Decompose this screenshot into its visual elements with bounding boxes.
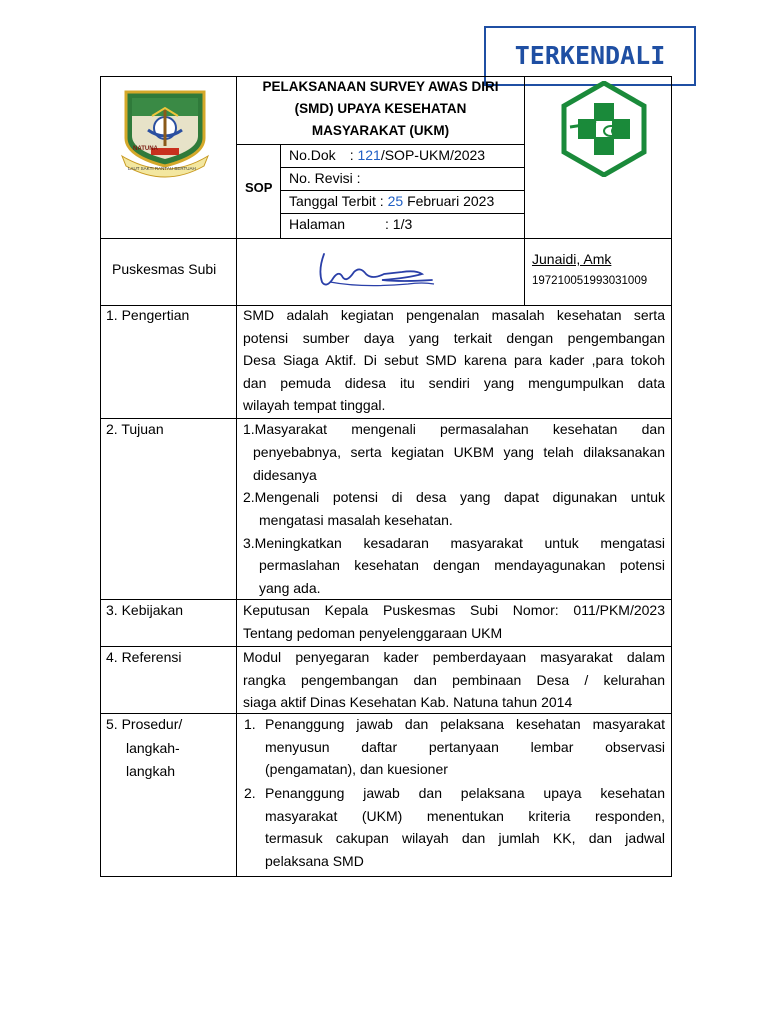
tujuan-line: mengatasi masalah kesehatan. [259,512,453,528]
kebijakan-label: 3. Kebijakan [106,602,184,618]
signer-nip: 197210051993031009 [532,275,648,287]
emblem-motto-text: LAUT SAKTI RANTAU BERTUAH [128,166,196,171]
tanggal-terbit-row [289,190,494,213]
prosedur-item-2-text [265,782,665,872]
referensi-label: 4. Referensi [106,649,182,665]
tujuan-item-2-rest [259,509,665,532]
terbit-label: Tanggal Terbit : [289,193,384,209]
pengertian-text [243,304,665,417]
prosedur-item-2-number: 2. [244,785,256,801]
tujuan-item-2-first [243,486,665,509]
pengertian-line: SMD adalah kegiatan pengenalan masalah kesehatan serta [243,307,665,323]
tujuan-line: permaslahan kesehatan dengan mendayagunakan potensi [259,557,665,573]
halaman-row [289,213,412,236]
referensi-line: siaga aktif Dinas Kesehatan Kab. Natuna tahun 2014 [243,694,573,710]
title-line-3: MASYARAKAT (UKM) [311,123,450,138]
tujuan-line: 3.Meningkatkan kesadaran masyarakat untuk mengatasi [243,535,665,551]
document-title [237,76,524,142]
tujuan-line: 2.Mengenali potensi di desa yang dapat digunakan untuk [243,489,665,505]
prosedur-line: termasuk cakupan wilayah dan jumlah KK, dan jadwal [265,830,665,846]
prosedur-line: (pengamatan), dan kuesioner [265,761,448,777]
pengertian-label: 1. Pengertian [106,307,190,323]
tujuan-line: penyebabnya, serta kegiatan UKBM yang telah dilaksanakan [253,444,665,460]
tujuan-item-3-rest [259,554,665,599]
kebijakan-line: Tentang pedoman penyelenggaraan UKM [243,624,503,641]
puskesmas-name: Puskesmas Subi [112,261,217,277]
prosedur-item-1-text [265,713,665,781]
terbit-day: 25 [387,193,404,209]
tujuan-label: 2. Tujuan [106,421,164,437]
no-dok-label: No.Dok [289,147,336,163]
stamp-text: TERKENDALI [514,41,666,70]
prosedur-line: menyusun daftar pertanyaan lembar observasi [265,738,665,755]
referensi-line: rangka pengembangan dan pembinaan Desa / kelurahan [243,671,665,688]
signer-name: Junaidi, Amk [532,251,612,267]
tujuan-line: 1.Masyarakat mengenali permasalahan kesehatan dan [243,421,665,437]
prosedur-label-3: langkah [126,763,176,779]
prosedur-line: masyarakat (UKM) menentukan kriteria responden, [265,807,665,824]
prosedur-item-1-number: 1. [244,716,256,732]
pengertian-line: wilayah tempat tinggal. [243,397,386,413]
tujuan-line: didesanya [253,466,317,483]
pengertian-line: Desa Siaga Aktif. Di sebut SMD karena para kader ,para tokoh [243,352,665,368]
puskesmas-logo [556,81,652,177]
kebijakan-text [243,599,665,644]
prosedur-label-2: langkah- [126,740,180,756]
terbit-rest: Februari 2023 [407,193,495,209]
title-line-2: (SMD) UPAYA KESEHATAN [294,101,467,116]
tujuan-item-1-first [243,418,665,441]
tujuan-item-3-first [243,532,665,555]
no-dok-suffix: /SOP-UKM/2023 [380,147,486,163]
prosedur-line: Penanggung jawab dan pelaksana upaya kesehatan [265,785,665,801]
kebijakan-line: Keputusan Kepala Puskesmas Subi Nomor: 011/PKM/2023 [243,602,665,618]
prosedur-line: pelaksana SMD [265,852,364,869]
referensi-text [243,646,665,714]
prosedur-line: Penanggung jawab dan pelaksana kesehatan masyarakat [265,716,665,732]
emblem-name-text: NATUNA [133,146,158,152]
no-revisi-row: No. Revisi : [289,170,361,186]
pengertian-line: potensi sumber daya yang terkait dengan pengembangan [243,329,665,346]
title-line-1: PELAKSANAAN SURVEY AWAS DIRI [262,79,499,94]
signature-image [312,248,442,294]
halaman-label: Halaman [289,216,346,232]
no-dok-sep: : [349,147,354,163]
pengertian-line: dan pemuda didesa itu sendiri yang mengumpulkan data [243,374,665,391]
tujuan-item-1-rest [253,441,665,486]
no-dok-number: 121 [357,147,381,163]
sop-label: SOP [245,180,273,195]
no-dok-row [289,144,485,167]
referensi-line: Modul penyegaran kader pemberdayaan masyarakat dalam [243,649,665,665]
tujuan-line: yang ada. [259,579,321,596]
prosedur-label-1: 5. Prosedur/ [106,716,183,732]
halaman-value: : 1/3 [385,216,413,232]
